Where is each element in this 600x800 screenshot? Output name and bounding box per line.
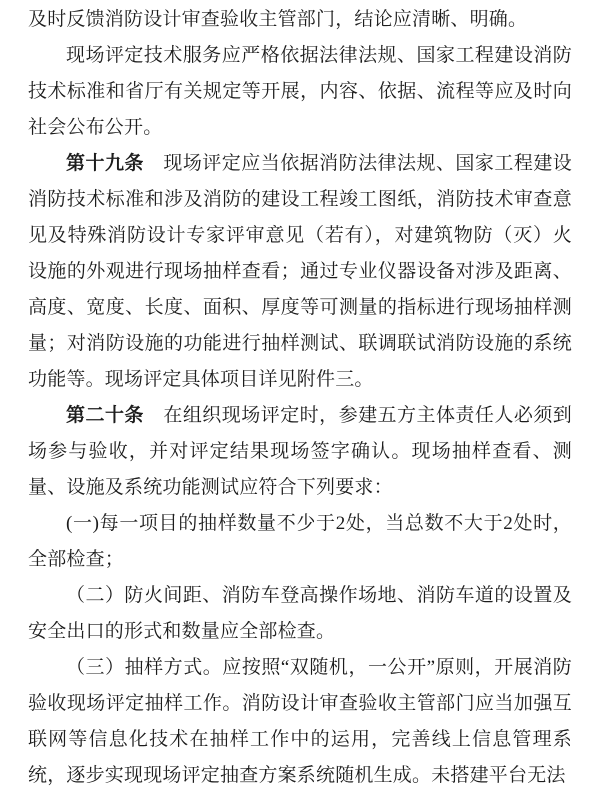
paragraph-article-20 bbox=[28, 398, 572, 506]
paragraph-text: （二）防火间距、消防车登高操作场地、消防车道的设置及安全出口的形式和数量应全部检查。 bbox=[28, 585, 572, 642]
paragraph bbox=[28, 2, 572, 38]
paragraph-item-1 bbox=[28, 506, 572, 578]
paragraph-text: 现场评定技术服务应严格依据法律法规、国家工程建设消防技术标准和省厅有关规定等开展，内容、依据、流程等应及时向社会公布公开。 bbox=[28, 45, 572, 138]
paragraph-text: (一)每一项目的抽样数量不少于2处，当总数不大于2处时，全部检查； bbox=[28, 513, 572, 570]
paragraph-item-2 bbox=[28, 578, 572, 650]
paragraph-text: （三）抽样方式。应按照“双随机，一公开”原则，开展消防验收现场评定抽样工作。消防设计审查验收主管部门应当加强互联网等信息化技术在抽样工作中的运用，完善线上信息管理系统，逐步实现现场评定抽查方案系统随机生成。未搭建平台无法 bbox=[28, 657, 572, 786]
paragraph-text: 在组织现场评定时，参建五方主体责任人必须到场参与验收，并对评定结果现场签字确认。现场抽样查看、测量、设施及系统功能测试应符合下列要求： bbox=[28, 405, 572, 498]
paragraph-text: 现场评定应当依据消防法律法规、国家工程建设消防技术标准和涉及消防的建设工程竣工图纸，消防技术审查意见及特殊消防设计专家评审意见（若有），对建筑物防（灭）火设施的外观进行现场抽样查看；通过专业仪器设备对涉及距离、高度、宽度、长度、面积、厚度等可测量的指标进行现场抽样测量；对消防设施的功能进行抽样测试、联调联试消防设施的系统功能等。现场评定具体项目详见附件三。 bbox=[28, 153, 572, 390]
paragraph-item-3 bbox=[28, 650, 572, 794]
paragraph bbox=[28, 38, 572, 146]
paragraph-article-19 bbox=[28, 146, 572, 398]
article-number: 第十九条 bbox=[66, 153, 144, 174]
article-number: 第二十条 bbox=[66, 405, 144, 426]
paragraph-text: 及时反馈消防设计审查验收主管部门，结论应清晰、明确。 bbox=[28, 9, 528, 30]
